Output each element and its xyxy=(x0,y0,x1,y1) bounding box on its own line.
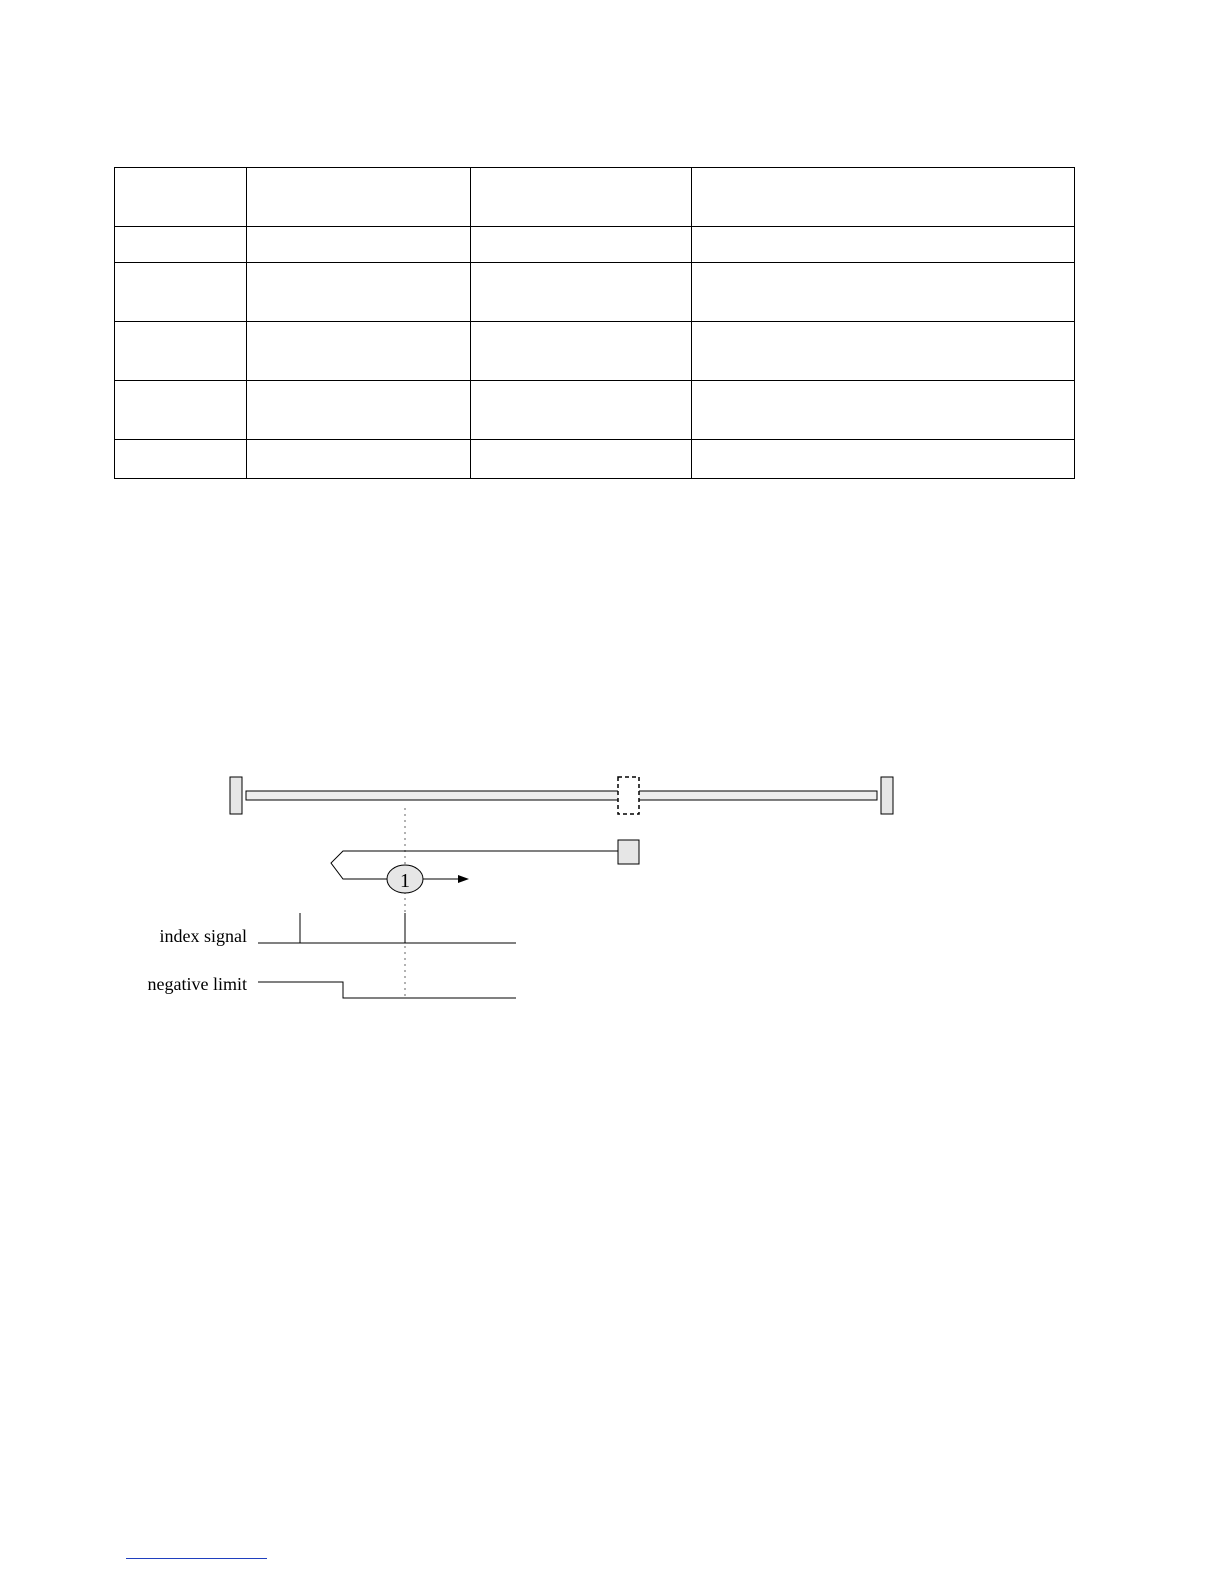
footnote-separator xyxy=(126,1558,267,1559)
negative-limit-label: negative limit xyxy=(147,974,247,994)
motion-path xyxy=(331,851,618,879)
negative-limit-trace xyxy=(258,982,516,998)
start-block xyxy=(618,840,639,864)
right-end-stop xyxy=(881,777,893,814)
carriage-start-position xyxy=(618,777,639,814)
index-signal-label: index signal xyxy=(159,926,247,946)
arrow-right-icon xyxy=(458,875,469,883)
travel-rail xyxy=(246,791,877,800)
index-signal-trace xyxy=(258,913,516,943)
left-end-stop xyxy=(230,777,242,814)
step-marker-label: 1 xyxy=(400,870,410,892)
